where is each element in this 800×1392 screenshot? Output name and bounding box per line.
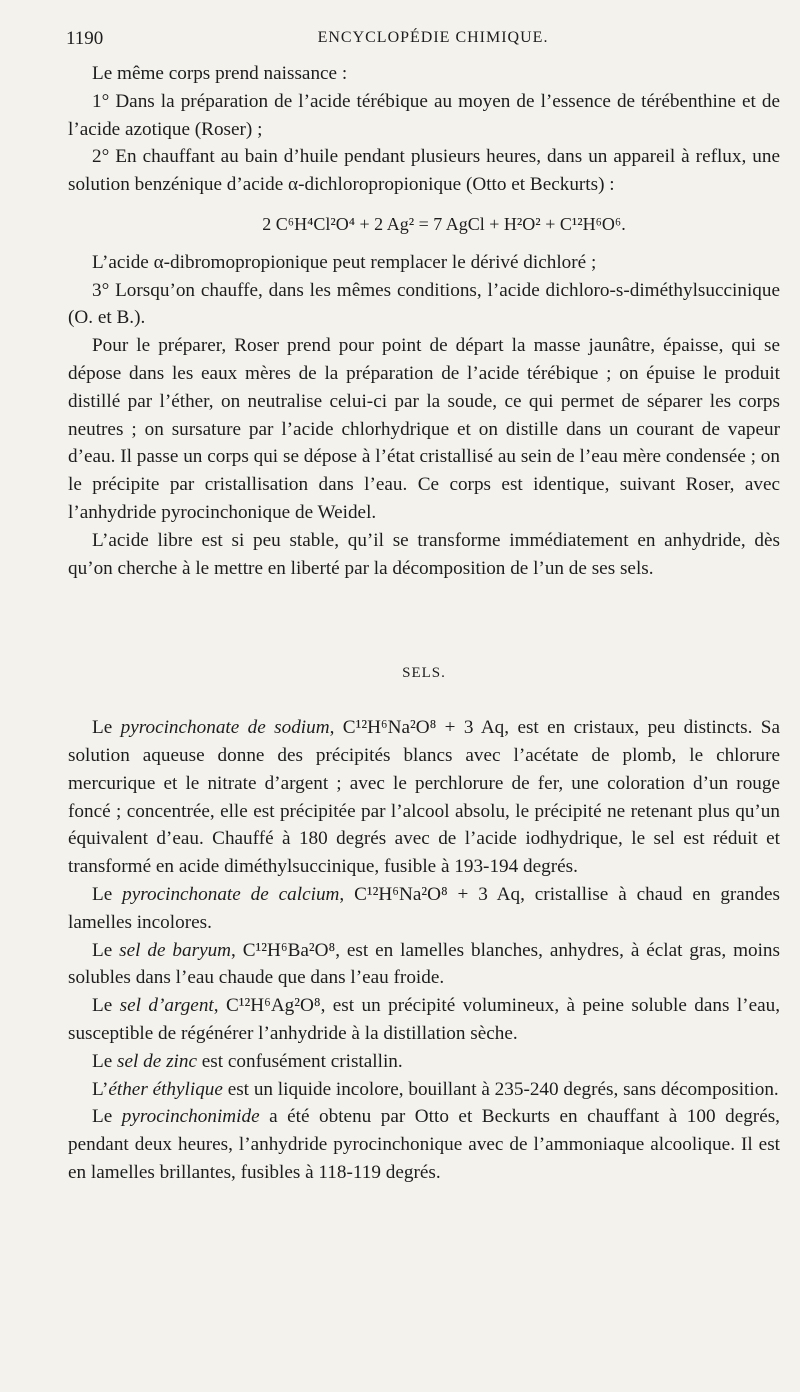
- salt-paragraph: Le pyrocinchonate de sodium, C¹²H⁶Na²O⁸ + 3 Aq, est en cristaux, peu distincts. Sa solution aqueuse donne des précipités blancs avec l’acétate de plomb, le chlorure mercurique et le nitrate d’argent ; avec le perchlorure de fer, une coloration d’un rouge foncé ; concentrée, elle est précipitée par l’alcool absolu, le précipité ne retenant plus qu’un équivalent d’eau. Chauffé à 180 degrés avec de l’acide iodhydrique, le sel est réduit et transformé en acide diméthylsuccinique, fusible à 193-194 degrés.: [68, 717, 780, 878]
- paragraph: 2° En chauffant au bain d’huile pendant plusieurs heures, dans un appareil à reflux, une solution benzénique d’acide α-dichloropropionique (Otto et Beckurts) :: [68, 146, 780, 196]
- salt-paragraph: Le pyrocinchonate de calcium, C¹²H⁶Na²O⁸ + 3 Aq, cristallise à chaud en grandes lamelles incolores.: [68, 883, 780, 933]
- paragraph: Le même corps prend naissance :: [92, 63, 348, 84]
- salt-name: pyrocinchonate de calcium: [122, 883, 340, 905]
- page-number: 1190: [66, 28, 104, 49]
- salt-name: pyrocinchonate de sodium: [120, 717, 330, 739]
- imide-name: pyrocinchonimide: [121, 1106, 260, 1128]
- section-title: SELS.: [402, 665, 446, 682]
- ester-name: éther éthylique: [108, 1078, 223, 1100]
- paragraph: Pour le préparer, Roser prend pour point de départ la masse jaunâtre, épaisse, qui se dépose dans les eaux mères de la préparation de l’acide térébique ; on épuise le produit distillé par l’éther, on neutralise celui-ci par la soude, ce qui permet de séparer les corps neutres ; on sursature par l’acide chlorhydrique et on distille dans un courant de vapeur d’eau. Il passe un corps qui se dépose à l’état cristallisé au sein de l’eau mère condensée ; on le précipite par cristallisation dans l’eau. Ce corps est identique, suivant Roser, avec l’anhydride pyrocinchonique de Weidel.: [68, 335, 780, 523]
- salt-paragraph: Le sel de zinc est confusément cristallin.: [92, 1050, 403, 1072]
- salt-paragraph: Le pyrocinchonimide a été obtenu par Otto et Beckurts en chauffant à 100 degrés, pendant deux heures, l’anhydride pyrocinchonique avec de l’ammoniaque alcoolique. Il est en lamelles brillantes, fusibles à 118-119 degrés.: [68, 1106, 780, 1183]
- salt-paragraph: Le sel d’argent, C¹²H⁶Ag²O⁸, est un précipité volumineux, à peine soluble dans l’eau, susceptible de régénérer l’anhydride à la distillation sèche.: [68, 995, 780, 1044]
- paragraph: L’acide libre est si peu stable, qu’il se transforme immédiatement en anhydride, dès qu’on cherche à le mettre en liberté par la décomposition de l’un de ses sels.: [68, 529, 780, 579]
- page-header: [66, 28, 760, 52]
- salt-paragraph: L’éther éthylique est un liquide incolore, bouillant à 235-240 degrés, sans décomposition.: [92, 1078, 779, 1100]
- salt-name: sel de zinc: [117, 1050, 197, 1072]
- page-body: [68, 60, 780, 1187]
- salt-name: sel de baryum: [119, 939, 232, 961]
- paragraph: 1° Dans la préparation de l’acide térébique au moyen de l’essence de térébenthine et de l’acide azotique (Roser) ;: [68, 90, 780, 140]
- chemical-equation: 2 C⁶H⁴Cl²O⁴ + 2 Ag² = 7 AgCl + H²O² + C¹²H⁶O⁶.: [262, 213, 626, 234]
- salt-name: sel d’argent: [119, 995, 214, 1017]
- paragraph: L’acide α-dibromopropionique peut remplacer le dérivé dichloré ;: [92, 251, 597, 273]
- salt-paragraph: Le sel de baryum, C¹²H⁶Ba²O⁸, est en lamelles blanches, anhydres, à éclat gras, moins solubles dans l’eau chaude que dans l’eau froide.: [68, 939, 780, 989]
- paragraph: 3° Lorsqu’on chauffe, dans les mêmes conditions, l’acide dichloro-s-diméthylsuccinique (O. et B.).: [68, 279, 780, 329]
- running-title: ENCYCLOPÉDIE CHIMIQUE.: [317, 29, 549, 46]
